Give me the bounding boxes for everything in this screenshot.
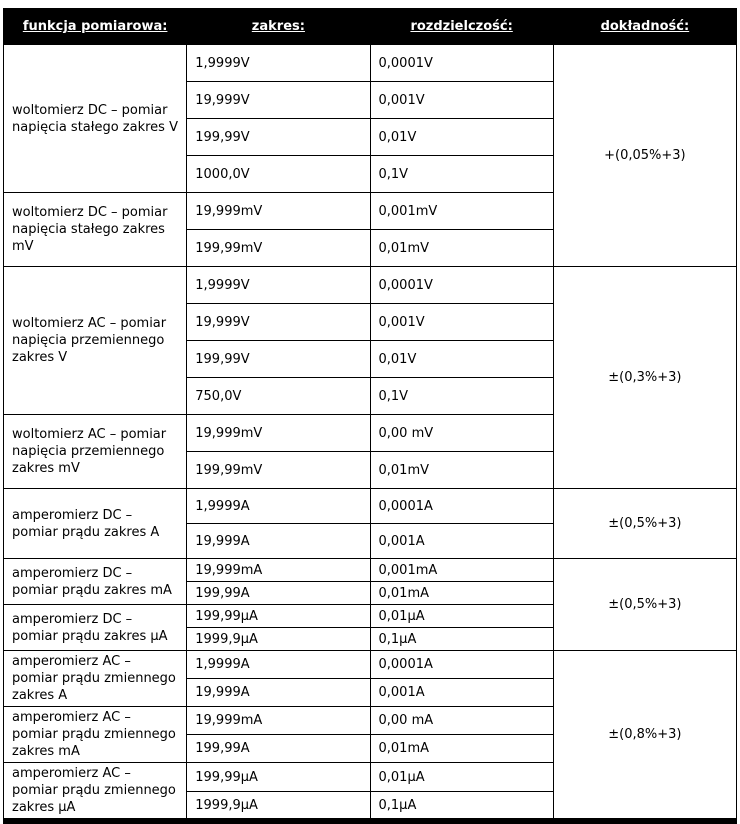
range-cell: 1,9999V: [187, 267, 370, 304]
resolution-cell: 0,001mV: [370, 193, 553, 230]
table-row: [4, 559, 737, 582]
range-cell: 199,99µA: [187, 763, 370, 792]
table-row: [4, 489, 737, 524]
function-cell: woltomierz AC – pomiar napięcia przemiennego zakres mV: [4, 415, 187, 489]
resolution-cell: 0,01µA: [370, 763, 553, 792]
accuracy-cell: ±(0,8%+3): [553, 651, 736, 822]
function-cell: amperomierz AC – pomiar prądu zmiennego zakres A: [4, 651, 187, 707]
function-cell: amperomierz DC – pomiar prądu zakres mA: [4, 559, 187, 605]
range-cell: 1000,0V: [187, 156, 370, 193]
range-cell: 19,999A: [187, 679, 370, 707]
accuracy-cell: ±(0,3%+3): [553, 267, 736, 489]
resolution-cell: 0,0001A: [370, 489, 553, 524]
table-row: [4, 45, 737, 82]
range-cell: 19,999mV: [187, 193, 370, 230]
resolution-cell: 0,1V: [370, 378, 553, 415]
function-cell: amperomierz AC – pomiar prądu zmiennego zakres µA: [4, 763, 187, 822]
accuracy-cell: +(0,05%+3): [553, 45, 736, 267]
range-cell: 199,99V: [187, 341, 370, 378]
resolution-cell: 0,1µA: [370, 792, 553, 821]
range-cell: 19,999V: [187, 304, 370, 341]
resolution-cell: 0,0001A: [370, 651, 553, 679]
header-accuracy: dokładność:: [553, 9, 736, 45]
resolution-cell: 0,0001V: [370, 267, 553, 304]
header-row: [4, 9, 737, 45]
accuracy-cell: ±(0,5%+3): [553, 489, 736, 559]
spec-table-body: [4, 45, 737, 822]
resolution-cell: 0,001A: [370, 679, 553, 707]
resolution-cell: 0,01mV: [370, 230, 553, 267]
resolution-cell: 0,00 mV: [370, 415, 553, 452]
table-row: [4, 651, 737, 679]
resolution-cell: 0,00 mA: [370, 707, 553, 735]
spec-table-header: [4, 9, 737, 45]
resolution-cell: 0,0001V: [370, 45, 553, 82]
range-cell: 1,9999A: [187, 651, 370, 679]
resolution-cell: 0,1V: [370, 156, 553, 193]
accuracy-cell: ±(0,5%+3): [553, 559, 736, 651]
range-cell: 199,99V: [187, 119, 370, 156]
header-resolution: rozdzielczość:: [370, 9, 553, 45]
resolution-cell: 0,001V: [370, 82, 553, 119]
function-cell: amperomierz DC – pomiar prądu zakres A: [4, 489, 187, 559]
range-cell: 19,999V: [187, 82, 370, 119]
range-cell: 1999,9µA: [187, 628, 370, 651]
table-row: [4, 267, 737, 304]
resolution-cell: 0,01V: [370, 119, 553, 156]
header-range: zakres:: [187, 9, 370, 45]
range-cell: 19,999A: [187, 524, 370, 559]
function-cell: woltomierz DC – pomiar napięcia stałego zakres mV: [4, 193, 187, 267]
range-cell: 1,9999A: [187, 489, 370, 524]
resolution-cell: 0,001A: [370, 524, 553, 559]
function-cell: amperomierz DC – pomiar prądu zakres µA: [4, 605, 187, 651]
range-cell: 19,999mA: [187, 559, 370, 582]
resolution-cell: 0,001V: [370, 304, 553, 341]
function-cell: woltomierz DC – pomiar napięcia stałego zakres V: [4, 45, 187, 193]
range-cell: 199,99A: [187, 735, 370, 763]
resolution-cell: 0,01V: [370, 341, 553, 378]
range-cell: 199,99A: [187, 582, 370, 605]
function-cell: woltomierz AC – pomiar napięcia przemiennego zakres V: [4, 267, 187, 415]
resolution-cell: 0,1µA: [370, 628, 553, 651]
header-function: funkcja pomiarowa:: [4, 9, 187, 45]
range-cell: 1,9999V: [187, 45, 370, 82]
resolution-cell: 0,01mA: [370, 735, 553, 763]
spec-table: [3, 8, 737, 824]
resolution-cell: 0,01mV: [370, 452, 553, 489]
range-cell: 1999,9µA: [187, 792, 370, 821]
resolution-cell: 0,01mA: [370, 582, 553, 605]
resolution-cell: 0,001mA: [370, 559, 553, 582]
range-cell: 199,99mV: [187, 230, 370, 267]
range-cell: 199,99mV: [187, 452, 370, 489]
range-cell: 19,999mV: [187, 415, 370, 452]
range-cell: 19,999mA: [187, 707, 370, 735]
range-cell: 750,0V: [187, 378, 370, 415]
function-cell: amperomierz AC – pomiar prądu zmiennego zakres mA: [4, 707, 187, 763]
range-cell: 199,99µA: [187, 605, 370, 628]
resolution-cell: 0,01µA: [370, 605, 553, 628]
